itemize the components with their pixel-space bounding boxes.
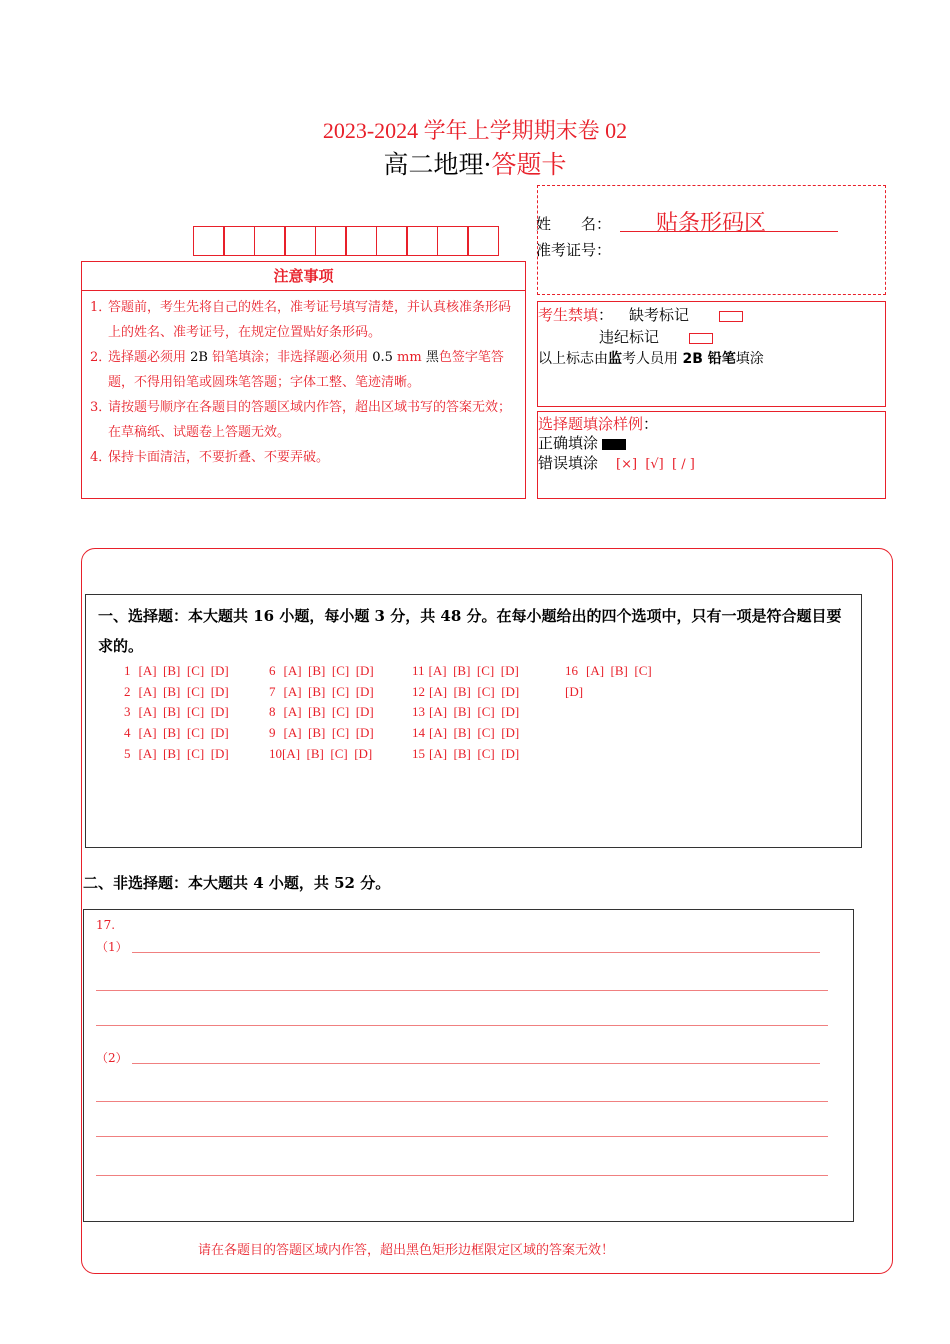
name-label: 姓 名： [536, 215, 612, 233]
part2-box [83, 909, 854, 1222]
question-number: 5 [124, 746, 131, 761]
notice-item [90, 295, 521, 345]
text: 监 [608, 351, 622, 367]
barcode-area [537, 185, 886, 295]
question-number: 3 [124, 704, 131, 719]
notice-title: 注意事项 [82, 262, 525, 291]
text: 铅笔填涂；非选择题必须用 [207, 350, 373, 365]
choice-options[interactable]: [A] [B] [C] [D] [283, 663, 374, 678]
question-number: 9 [269, 725, 276, 740]
choice-question-7[interactable] [269, 684, 374, 700]
choice-question-10[interactable] [269, 746, 372, 762]
question-number: 17. [96, 918, 116, 932]
choice-question-4[interactable] [124, 725, 229, 741]
question-number: 4 [124, 725, 131, 740]
choice-question-13[interactable] [412, 704, 519, 720]
colon: ： [643, 415, 659, 433]
text: 2B [190, 350, 208, 365]
barcode-label: 贴条形码区 [656, 211, 767, 236]
sample-box [537, 411, 886, 499]
forbid-note [538, 348, 764, 368]
text: 0.5 [372, 350, 393, 365]
colon: ： [598, 306, 614, 324]
question-number: 15 [412, 746, 425, 761]
choice-question-16[interactable] [565, 663, 652, 679]
filled-mark-icon [602, 439, 626, 450]
choice-question-3[interactable] [124, 704, 229, 720]
choice-question-15[interactable] [412, 746, 519, 762]
choice-question-11[interactable] [412, 663, 519, 679]
id-box[interactable] [284, 226, 316, 256]
id-box[interactable] [467, 226, 499, 256]
num: 3． [90, 400, 112, 415]
id-box[interactable] [437, 226, 469, 256]
absent-label: 缺考标记 [629, 306, 690, 324]
absent-mark[interactable] [719, 311, 743, 322]
num: 1． [90, 300, 112, 315]
id-box[interactable] [254, 226, 286, 256]
wrong-marks: [×] [√] [ / ] [616, 457, 695, 472]
choice-options-continued[interactable]: [D] [565, 684, 584, 699]
choice-question-8[interactable] [269, 704, 374, 720]
answer-line[interactable] [96, 1025, 828, 1026]
choice-options[interactable]: [A] [B] [C] [D] [429, 746, 520, 761]
choice-options[interactable]: [A] [B] [C] [D] [429, 725, 520, 740]
violation-mark[interactable] [689, 333, 713, 344]
part1-heading: 一、选择题：本大题共 16 小题，每小题 3 分，共 48 分。在每小题给出的四个选项中，只有一项是符合题目要求的。 [98, 607, 842, 655]
part1-box [85, 594, 862, 848]
choice-options[interactable]: [A] [B] [C] [586, 663, 652, 678]
answer-line[interactable] [96, 1136, 828, 1137]
text: 请按题号顺序在各题目的答题区域内作答，超出区域书写的答案无效；在草稿纸、试题卷上答题无效。 [108, 400, 512, 440]
question-number: 12 [412, 684, 425, 699]
question-number: 11 [412, 663, 425, 678]
choice-options[interactable]: [A] [B] [C] [D] [138, 663, 229, 678]
text: 考人员用 [622, 351, 683, 367]
question-number: 14 [412, 725, 425, 740]
notice-box [81, 261, 526, 499]
num: 4． [90, 450, 112, 465]
choice-question-1[interactable] [124, 663, 229, 679]
choice-question-9[interactable] [269, 725, 374, 741]
choice-options[interactable]: [A] [B] [C] [D] [429, 684, 520, 699]
subject: 高二地理 [383, 150, 484, 179]
choice-question-2[interactable] [124, 684, 229, 700]
choice-options[interactable]: [A] [B] [C] [D] [138, 746, 229, 761]
forbidden-box [537, 301, 886, 407]
question-number: 8 [269, 704, 276, 719]
text: 保持卡面清洁，不要折叠、不要弄破。 [108, 450, 330, 465]
notice-item [90, 345, 521, 395]
card-label: 答题卡 [491, 150, 567, 179]
text: 黑 [425, 350, 439, 365]
choice-options[interactable]: [A] [B] [C] [D] [283, 725, 374, 740]
answer-line[interactable] [96, 1101, 828, 1102]
correct-label: 正确填涂 [538, 434, 599, 452]
part2-heading: 二、非选择题：本大题共 4 小题，共 52 分。 [83, 874, 391, 892]
id-box[interactable] [193, 226, 225, 256]
question-number: 10 [269, 746, 282, 761]
notice-item [90, 445, 521, 470]
question-number: 1 [124, 663, 131, 678]
dot: · [483, 150, 492, 179]
answer-line[interactable] [96, 1175, 828, 1176]
card-title [0, 145, 950, 181]
question-number: 6 [269, 663, 276, 678]
choice-options[interactable]: [A] [B] [C] [D] [138, 684, 229, 699]
text: 选择题必须用 [108, 350, 191, 365]
answer-line[interactable] [132, 1063, 820, 1064]
id-label: 准考证号： [536, 241, 612, 259]
exam-id-boxes[interactable] [194, 226, 499, 256]
text: mm [392, 350, 426, 365]
choice-options[interactable]: [A] [B] [C] [D] [282, 746, 373, 761]
question-number: 7 [269, 684, 276, 699]
wrong-label: 错误填涂 [538, 454, 599, 472]
choice-question-5[interactable] [124, 746, 229, 762]
answer-line[interactable] [132, 952, 820, 953]
id-box[interactable] [315, 226, 347, 256]
choice-question-6[interactable] [269, 663, 374, 679]
text: 以上标志由 [538, 351, 608, 367]
sample-title: 选择题填涂样例 [538, 415, 644, 433]
choice-options[interactable]: [A] [B] [C] [D] [429, 704, 520, 719]
id-box[interactable] [345, 226, 377, 256]
violation-label: 违纪标记 [599, 328, 660, 346]
footer-warning: 请在各题目的答题区域内作答，超出黑色矩形边框限定区域的答案无效！ [198, 1243, 615, 1258]
num: 2． [90, 350, 112, 365]
sub-question-1: （1） [96, 940, 128, 954]
question-number: 13 [412, 704, 425, 719]
id-box[interactable] [376, 226, 408, 256]
text: 2B 铅笔 [682, 351, 736, 367]
choice-options[interactable]: [A] [B] [C] [D] [138, 725, 229, 740]
text: 答题前，考生先将自己的姓名，准考证号填写清楚，并认真核准条形码上的姓名、准考证号，在规定位置贴好条形码。 [108, 300, 512, 340]
text: 色签字笔答题，不得用铅笔或圆珠笔答题；字体工整、笔迹清晰。 [108, 350, 504, 390]
id-box[interactable] [223, 226, 255, 256]
notice-item [90, 395, 521, 445]
exam-title: 2023-2024 学年上学期期末卷 02 [322, 118, 628, 143]
choice-question-12[interactable] [412, 684, 519, 700]
choice-question-14[interactable] [412, 725, 519, 741]
id-box[interactable] [406, 226, 438, 256]
choice-options[interactable]: [A] [B] [C] [D] [138, 704, 229, 719]
answer-line[interactable] [96, 990, 828, 991]
question-number: 16 [565, 663, 578, 678]
text: 填涂 [735, 351, 764, 367]
choice-options[interactable]: [A] [B] [C] [D] [283, 704, 374, 719]
forbid-title: 考生禁填 [538, 306, 599, 324]
choice-options[interactable]: [A] [B] [C] [D] [283, 684, 374, 699]
sub-question-2: （2） [96, 1051, 128, 1065]
question-number: 2 [124, 684, 131, 699]
choice-options[interactable]: [A] [B] [C] [D] [428, 663, 519, 678]
